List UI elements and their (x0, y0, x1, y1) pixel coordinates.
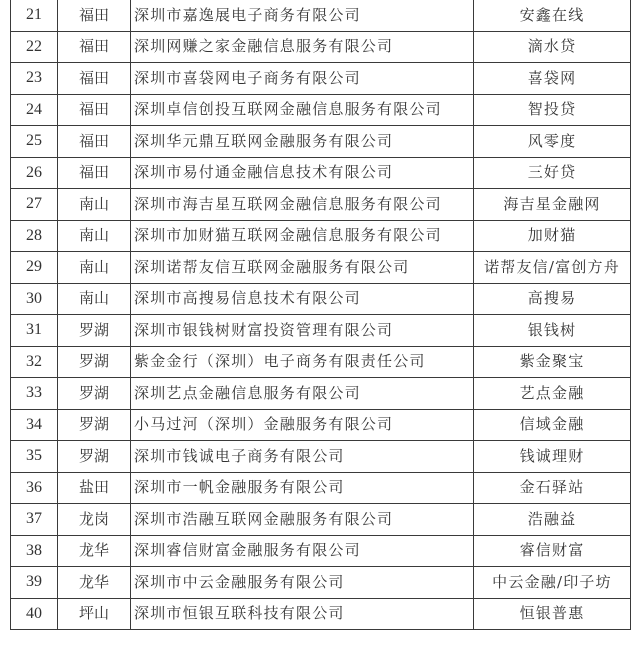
district-cell: 南山 (58, 283, 131, 315)
row-number-cell: 29 (11, 252, 58, 284)
row-number-cell: 27 (11, 189, 58, 221)
platform-name-cell: 高搜易 (474, 283, 631, 315)
platform-name-cell: 诺帮友信/富创方舟 (474, 252, 631, 284)
district-cell: 罗湖 (58, 441, 131, 473)
row-number-cell: 26 (11, 157, 58, 189)
company-name-cell: 深圳市易付通金融信息技术有限公司 (131, 157, 474, 189)
district-cell: 南山 (58, 189, 131, 221)
company-name-cell: 深圳卓信创投互联网金融信息服务有限公司 (131, 94, 474, 126)
row-number-cell: 36 (11, 472, 58, 504)
row-number-cell: 23 (11, 63, 58, 95)
table-row (11, 567, 631, 599)
district-cell: 福田 (58, 126, 131, 158)
district-cell: 龙华 (58, 535, 131, 567)
row-number-cell: 39 (11, 567, 58, 599)
district-cell: 龙华 (58, 567, 131, 599)
table-row (11, 0, 631, 31)
platform-name-cell: 三好贷 (474, 157, 631, 189)
row-number-cell: 22 (11, 31, 58, 63)
platform-name-cell: 浩融益 (474, 504, 631, 536)
district-cell: 罗湖 (58, 409, 131, 441)
district-cell: 南山 (58, 220, 131, 252)
platform-name-cell: 安鑫在线 (474, 0, 631, 31)
district-cell: 福田 (58, 31, 131, 63)
row-number-cell: 24 (11, 94, 58, 126)
platform-name-cell: 海吉星金融网 (474, 189, 631, 221)
company-name-cell: 深圳市恒银互联科技有限公司 (131, 598, 474, 630)
company-name-cell: 深圳市喜袋网电子商务有限公司 (131, 63, 474, 95)
row-number-cell: 40 (11, 598, 58, 630)
table-row (11, 252, 631, 284)
platform-name-cell: 银钱树 (474, 315, 631, 347)
table-row (11, 94, 631, 126)
company-name-cell: 深圳网赚之家金融信息服务有限公司 (131, 31, 474, 63)
company-name-cell: 深圳市银钱树财富投资管理有限公司 (131, 315, 474, 347)
row-number-cell: 38 (11, 535, 58, 567)
company-name-cell: 深圳市一帆金融服务有限公司 (131, 472, 474, 504)
table-row (11, 157, 631, 189)
table-row (11, 346, 631, 378)
company-name-cell: 深圳艺点金融信息服务有限公司 (131, 378, 474, 410)
platform-name-cell: 中云金融/印子坊 (474, 567, 631, 599)
district-cell: 福田 (58, 0, 131, 31)
district-cell: 福田 (58, 63, 131, 95)
district-cell: 罗湖 (58, 378, 131, 410)
district-cell: 罗湖 (58, 346, 131, 378)
platform-name-cell: 喜袋网 (474, 63, 631, 95)
platform-name-cell: 信域金融 (474, 409, 631, 441)
table-row (11, 189, 631, 221)
platform-name-cell: 加财猫 (474, 220, 631, 252)
company-platform-table (10, 0, 631, 630)
company-name-cell: 深圳市高搜易信息技术有限公司 (131, 283, 474, 315)
table-row (11, 409, 631, 441)
table-row (11, 472, 631, 504)
table-body (11, 0, 631, 630)
district-cell: 罗湖 (58, 315, 131, 347)
table-row (11, 598, 631, 630)
company-name-cell: 紫金金行（深圳）电子商务有限责任公司 (131, 346, 474, 378)
company-name-cell: 深圳市加财猫互联网金融信息服务有限公司 (131, 220, 474, 252)
district-cell: 福田 (58, 157, 131, 189)
company-name-cell: 深圳华元鼎互联网金融服务有限公司 (131, 126, 474, 158)
row-number-cell: 34 (11, 409, 58, 441)
table-row (11, 315, 631, 347)
row-number-cell: 21 (11, 0, 58, 31)
row-number-cell: 32 (11, 346, 58, 378)
platform-name-cell: 艺点金融 (474, 378, 631, 410)
table-row (11, 504, 631, 536)
company-name-cell: 深圳市嘉逸展电子商务有限公司 (131, 0, 474, 31)
table-row (11, 126, 631, 158)
table-row (11, 535, 631, 567)
company-name-cell: 深圳市浩融互联网金融服务有限公司 (131, 504, 474, 536)
company-name-cell: 深圳市钱诚电子商务有限公司 (131, 441, 474, 473)
table-row (11, 220, 631, 252)
company-name-cell: 深圳市海吉星互联网金融信息服务有限公司 (131, 189, 474, 221)
table-row (11, 63, 631, 95)
platform-name-cell: 睿信财富 (474, 535, 631, 567)
table-row (11, 378, 631, 410)
district-cell: 龙岗 (58, 504, 131, 536)
table-row (11, 31, 631, 63)
district-cell: 福田 (58, 94, 131, 126)
company-name-cell: 小马过河（深圳）金融服务有限公司 (131, 409, 474, 441)
company-name-cell: 深圳诺帮友信互联网金融服务有限公司 (131, 252, 474, 284)
row-number-cell: 33 (11, 378, 58, 410)
platform-name-cell: 紫金聚宝 (474, 346, 631, 378)
platform-name-cell: 风零度 (474, 126, 631, 158)
platform-name-cell: 钱诚理财 (474, 441, 631, 473)
table-row (11, 441, 631, 473)
platform-name-cell: 滴水贷 (474, 31, 631, 63)
row-number-cell: 28 (11, 220, 58, 252)
table-row (11, 283, 631, 315)
district-cell: 盐田 (58, 472, 131, 504)
row-number-cell: 31 (11, 315, 58, 347)
row-number-cell: 35 (11, 441, 58, 473)
row-number-cell: 37 (11, 504, 58, 536)
district-cell: 南山 (58, 252, 131, 284)
row-number-cell: 25 (11, 126, 58, 158)
row-number-cell: 30 (11, 283, 58, 315)
platform-name-cell: 恒银普惠 (474, 598, 631, 630)
company-name-cell: 深圳睿信财富金融服务有限公司 (131, 535, 474, 567)
company-name-cell: 深圳市中云金融服务有限公司 (131, 567, 474, 599)
platform-name-cell: 智投贷 (474, 94, 631, 126)
district-cell: 坪山 (58, 598, 131, 630)
platform-name-cell: 金石驿站 (474, 472, 631, 504)
